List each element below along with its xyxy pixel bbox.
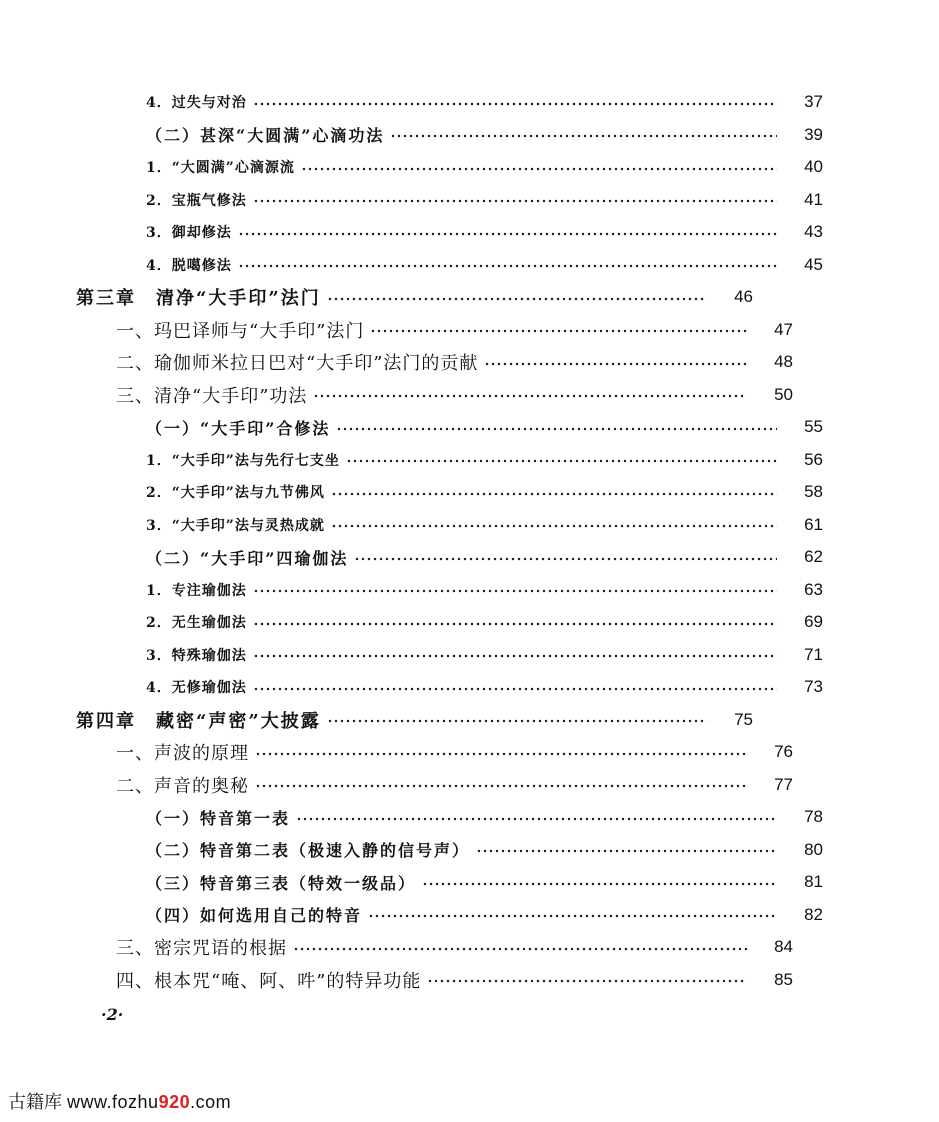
toc-entry-title: （一）“大手印”合修法 <box>146 418 331 438</box>
toc-entry-title: 一、声波的原理 <box>116 743 249 765</box>
dot-leader <box>253 102 777 106</box>
dot-leader <box>346 459 777 463</box>
toc-entry[interactable] <box>0 476 939 509</box>
footer-url-number: 920 <box>158 1092 191 1112</box>
toc-entry-title: 第三章 清净“大手印”法门 <box>76 288 321 310</box>
toc-entry-title: 1．“大圆满”心滴源流 <box>146 160 295 177</box>
toc-entry[interactable] <box>0 314 909 347</box>
toc-entry-title: （四）如何选用自己的特音 <box>146 906 363 926</box>
dot-leader <box>238 232 777 236</box>
footer-brand: 古籍库 <box>8 1092 62 1112</box>
toc-entry-title: 2．宝瓶气修法 <box>146 192 247 209</box>
toc-entry[interactable] <box>0 574 939 607</box>
site-footer <box>8 1088 231 1114</box>
toc-entry-page: 37 <box>804 92 823 112</box>
toc-entry-title: 4．过失与对治 <box>146 95 247 112</box>
dot-leader <box>327 719 707 723</box>
toc-entry[interactable] <box>0 769 909 802</box>
dot-leader <box>255 784 747 788</box>
toc-entry[interactable] <box>0 671 939 704</box>
toc-entry-title: （二）特音第二表（极速入静的信号声） <box>146 841 471 861</box>
toc-entry-page: 62 <box>804 547 823 567</box>
toc-entry-title: （二）“大手印”四瑜伽法 <box>146 548 349 568</box>
toc-entry-title: 三、清净“大手印”功法 <box>116 385 308 407</box>
toc-entry[interactable] <box>0 606 939 639</box>
toc-entry-title: （一）特音第一表 <box>146 808 291 828</box>
toc-entry-page: 48 <box>774 352 793 372</box>
toc-entry[interactable] <box>0 216 939 249</box>
dot-leader <box>327 297 707 301</box>
dot-leader <box>484 362 747 366</box>
toc-entry-page: 39 <box>804 124 823 144</box>
dot-leader <box>331 492 777 496</box>
toc-entry[interactable] <box>0 639 939 672</box>
dot-leader <box>253 589 777 593</box>
toc-entry-page: 58 <box>804 482 823 502</box>
toc-entry-page: 55 <box>804 417 823 437</box>
toc-entry[interactable] <box>0 899 939 932</box>
toc-entry[interactable] <box>0 411 939 444</box>
toc-entry-page: 61 <box>804 514 823 534</box>
dot-leader <box>238 264 777 268</box>
footer-url[interactable] <box>67 1092 231 1112</box>
toc-entry-page: 50 <box>774 384 793 404</box>
dot-leader <box>296 817 777 821</box>
dot-leader <box>253 687 777 691</box>
toc-entry[interactable] <box>0 801 939 834</box>
dot-leader <box>427 979 747 983</box>
footer-url-prefix: www.fozhu <box>67 1092 159 1112</box>
toc-entry[interactable] <box>0 184 939 217</box>
dot-leader <box>301 167 777 171</box>
dot-leader <box>368 914 777 918</box>
dot-leader <box>313 394 747 398</box>
toc-entry-page: 73 <box>804 677 823 697</box>
toc-entry-page: 82 <box>804 904 823 924</box>
toc-entry-title: 一、玛巴译师与“大手印”法门 <box>116 320 365 342</box>
toc-entry-page: 77 <box>774 774 793 794</box>
toc-entry-title: 4．无修瑜伽法 <box>146 680 247 697</box>
toc-chapter[interactable] <box>0 281 869 314</box>
toc-entry-page: 71 <box>804 644 823 664</box>
toc-entry[interactable] <box>0 834 939 867</box>
toc-entry-page: 75 <box>734 709 753 729</box>
toc-entry[interactable] <box>0 151 939 184</box>
dot-leader <box>390 134 777 138</box>
toc-entry-title: 3．特殊瑜伽法 <box>146 647 247 664</box>
dot-leader <box>253 199 777 203</box>
toc-entry-title: 第四章 藏密“声密”大披露 <box>76 710 321 732</box>
page-number: ·2· <box>101 1005 124 1024</box>
dot-leader <box>370 329 747 333</box>
dot-leader <box>331 524 777 528</box>
toc-entry-page: 84 <box>774 937 793 957</box>
toc-entry-title: （三）特音第三表（特效一级品） <box>146 873 417 893</box>
toc-entry[interactable] <box>0 444 939 477</box>
toc-entry-page: 47 <box>774 319 793 339</box>
dot-leader <box>293 947 747 951</box>
dot-leader <box>354 557 777 561</box>
toc-entry[interactable] <box>0 346 909 379</box>
toc-entry-page: 78 <box>804 807 823 827</box>
toc-entry-title: 3．“大手印”法与灵热成就 <box>146 517 325 534</box>
dot-leader <box>422 882 777 886</box>
toc-entry-page: 56 <box>804 449 823 469</box>
toc-entry[interactable] <box>0 931 909 964</box>
toc-entry-page: 76 <box>774 742 793 762</box>
toc-entry-page: 40 <box>804 157 823 177</box>
toc-entry-title: 4．脱噶修法 <box>146 257 232 274</box>
toc-entry-page: 80 <box>804 839 823 859</box>
toc-entry-page: 69 <box>804 612 823 632</box>
toc-entry-page: 43 <box>804 222 823 242</box>
toc-entry-page: 41 <box>804 189 823 209</box>
toc-entry-title: 2．“大手印”法与九节佛风 <box>146 485 325 502</box>
footer-url-suffix: .com <box>190 1092 232 1112</box>
dot-leader <box>253 654 777 658</box>
toc-chapter[interactable] <box>0 704 869 737</box>
dot-leader <box>255 752 747 756</box>
toc-entry-title: 四、根本咒“唵、阿、吽”的特异功能 <box>116 970 422 992</box>
toc-entry[interactable] <box>0 86 939 119</box>
dot-leader <box>476 849 777 853</box>
toc-entry[interactable] <box>0 379 909 412</box>
toc-entry-page: 45 <box>804 254 823 274</box>
toc-entry-title: 二、瑜伽师米拉日巴对“大手印”法门的贡献 <box>116 353 479 375</box>
toc-entry[interactable] <box>0 119 939 152</box>
toc-entry-title: 2．无生瑜伽法 <box>146 615 247 632</box>
dot-leader <box>253 622 777 626</box>
toc-entry-title: 1．“大手印”法与先行七支坐 <box>146 452 340 469</box>
toc-entry-page: 46 <box>734 287 753 307</box>
toc-entry[interactable] <box>0 249 939 282</box>
toc-entry[interactable] <box>0 866 939 899</box>
toc-entry-title: 二、声音的奥秘 <box>116 775 249 797</box>
toc-entry-title: 1．专注瑜伽法 <box>146 582 247 599</box>
toc-entry-title: 3．御却修法 <box>146 225 232 242</box>
toc-entry[interactable] <box>0 541 939 574</box>
toc-entry-page: 63 <box>804 579 823 599</box>
dot-leader <box>336 427 777 431</box>
toc-entry-page: 85 <box>774 969 793 989</box>
toc-entry[interactable] <box>0 964 909 997</box>
toc-entry-title: 三、密宗咒语的根据 <box>116 938 287 960</box>
toc-entry-page: 81 <box>804 872 823 892</box>
toc-entry-title: （二）甚深“大圆满”心滴功法 <box>146 126 385 146</box>
toc-entry[interactable] <box>0 736 909 769</box>
toc-entry[interactable] <box>0 509 939 542</box>
